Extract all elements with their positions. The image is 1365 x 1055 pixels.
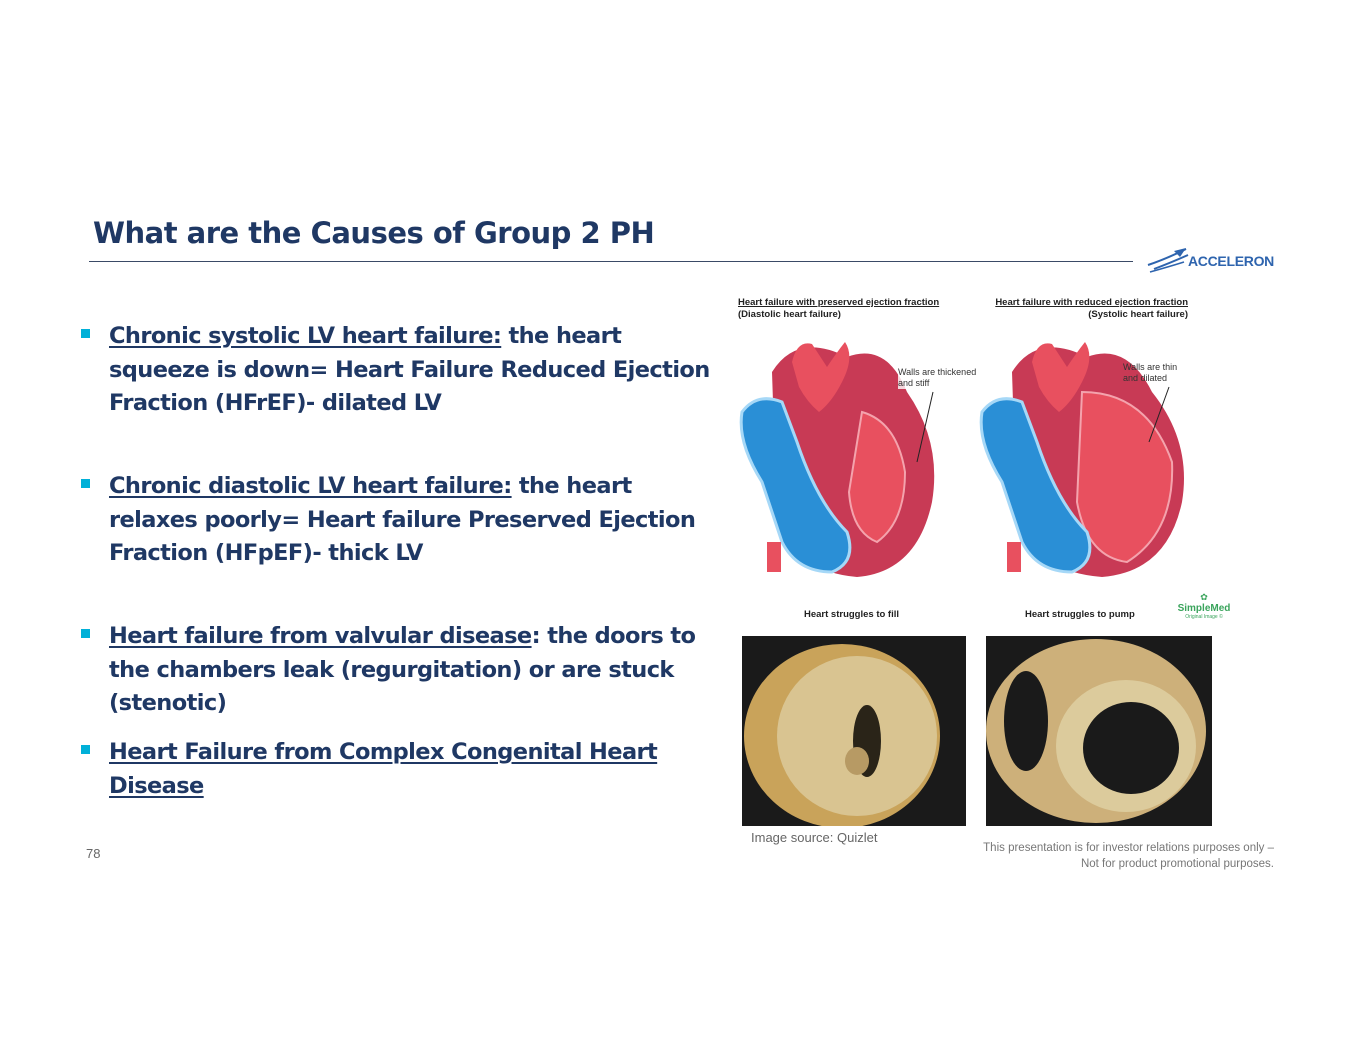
left-heading: Heart failure with preserved ejection fraction (Diastolic heart failure)	[738, 297, 940, 320]
bullet-marker	[81, 745, 90, 754]
page-number: 78	[86, 846, 101, 861]
bullet-item-diastolic	[78, 470, 718, 571]
heart-crosssection-photo-dilated	[986, 636, 1212, 826]
bullet-item-congenital	[78, 736, 718, 803]
bullet-marker	[81, 479, 90, 488]
title-divider	[89, 261, 1133, 262]
bullet-text: the heart squeeze is down= Heart Failure Reduced Ejection Fraction (HFrEF)- dilated LV	[109, 323, 710, 416]
disclaimer: This presentation is for investor relations purposes only – Not for product promotional purposes.	[983, 842, 1274, 870]
right-note: Walls are thin and dilated	[1123, 362, 1178, 383]
bullet-item-valvular	[78, 620, 718, 721]
bullet-lead: Heart Failure from Complex Congenital Heart Disease	[109, 739, 658, 799]
bullet-marker	[81, 329, 90, 338]
heart-failure-diagram	[737, 292, 1232, 628]
simplemed-credit: ✿ SimpleMed Original Image ©	[1174, 592, 1234, 620]
bullet-text: : the doors to the chambers leak (regurgitation) or are stuck (stenotic)	[109, 623, 696, 716]
bullet-marker	[81, 629, 90, 638]
bullet-text: the heart relaxes poorly= Heart failure Preserved Ejection Fraction (HFpEF)- thick LV	[109, 473, 696, 566]
heart-illustrations	[737, 292, 1232, 602]
bullet-item-systolic	[78, 320, 718, 421]
left-caption: Heart struggles to fill	[804, 609, 900, 620]
bullet-lead: Chronic diastolic LV heart failure:	[109, 473, 512, 499]
image-source: Image source: Quizlet	[751, 830, 878, 845]
right-heading: Heart failure with reduced ejection fraction (Systolic heart failure)	[995, 297, 1188, 320]
left-note: Walls are thickened and stiff	[898, 367, 977, 388]
bullet-lead: Chronic systolic LV heart failure:	[109, 323, 502, 349]
logo-text: ACCELERON	[1188, 253, 1274, 269]
acceleron-logo	[1146, 245, 1281, 277]
right-caption: Heart struggles to pump	[1025, 609, 1135, 620]
heart-crosssection-photo-thick	[742, 636, 966, 826]
acceleron-swoosh-icon	[1146, 245, 1190, 277]
slide-title: What are the Causes of Group 2 PH	[93, 216, 655, 250]
simplemed-flower-icon: ✿	[1200, 592, 1208, 602]
bullet-lead: Heart failure from valvular disease	[109, 623, 532, 649]
